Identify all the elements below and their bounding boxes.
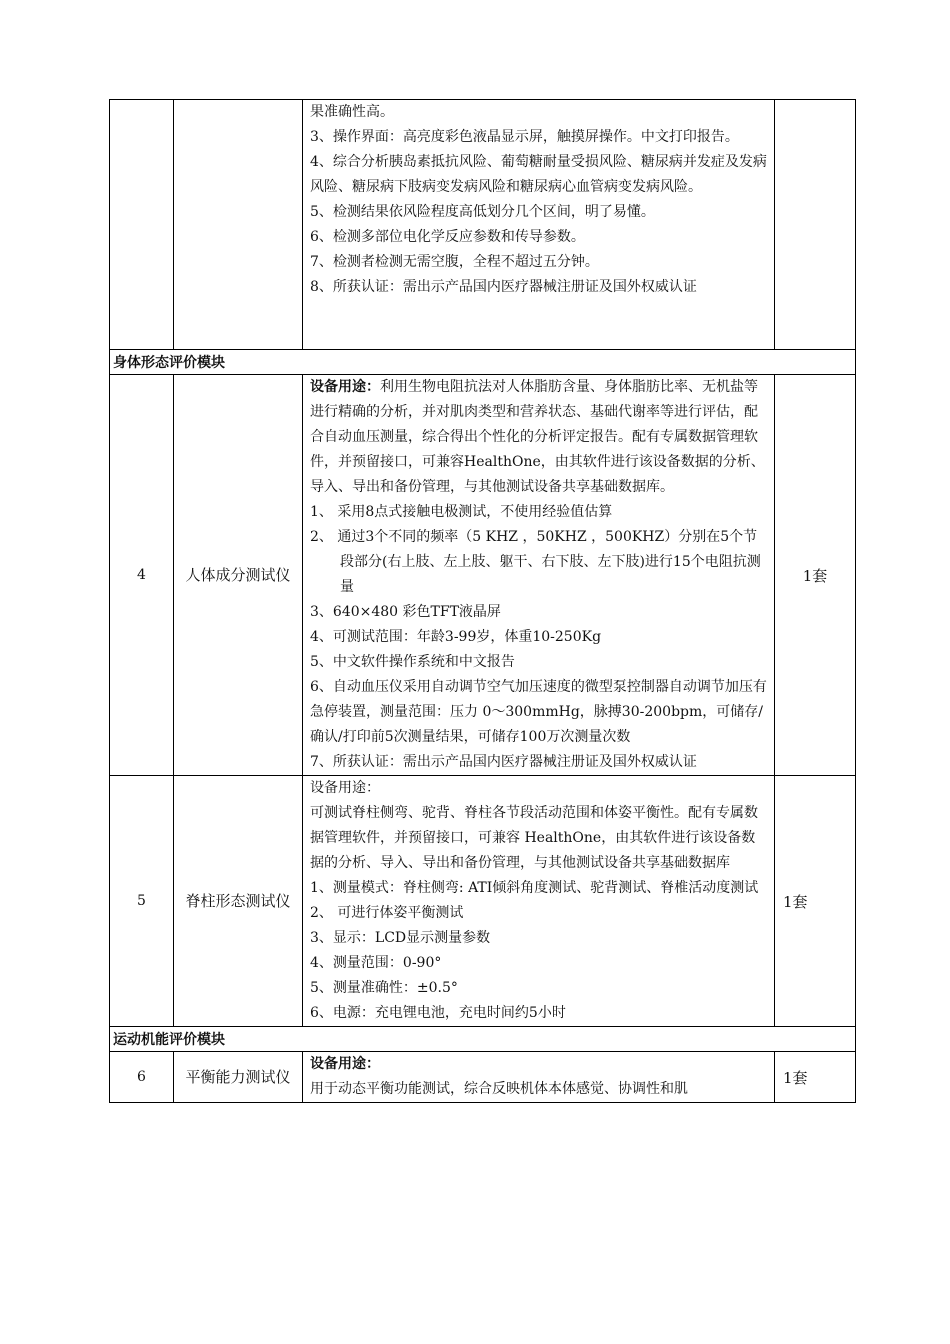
purpose-label: 设备用途： — [310, 1056, 380, 1072]
parameter-line: 5、测量准确性：±0.5° — [310, 980, 458, 996]
parameter-line: 1、测量模式：脊柱侧弯: ATI倾斜角度测试、驼背测试、脊椎活动度测试 — [310, 880, 759, 896]
parameter-line: 1、 采用8点式接触电极测试，不使用经验值估算 — [310, 504, 613, 520]
item-number: 6 — [110, 1052, 174, 1103]
parameter-line: 4、可测试范围：年龄3-99岁，体重10-250Kg — [310, 629, 602, 645]
parameter-line: 4、测量范围：0-90° — [310, 955, 442, 971]
parameter-line: 5、检测结果依风险程度高低划分几个区间，明了易懂。 — [310, 204, 655, 220]
parameter-cell — [303, 776, 775, 1027]
purpose-label: 设备用途： — [310, 379, 380, 395]
parameter-line: 3、操作界面：高亮度彩色液晶显示屏，触摸屏操作。中文打印报告。 — [310, 129, 739, 145]
parameter-line: 7、检测者检测无需空腹，全程不超过五分钟。 — [310, 254, 599, 270]
parameter-cell — [303, 375, 775, 776]
parameter-line: 2、 通过3个不同的频率（5 KHZ ，50KHZ ，500KHZ）分别在5个节段部分(右上肢、左上肢、躯干、右下肢、左下肢)进行15个电阻抗测量 — [310, 529, 761, 595]
parameter-line: 5、中文软件操作系统和中文报告 — [310, 654, 515, 670]
item-name: 人体成分测试仪 — [174, 375, 303, 776]
item-number: 4 — [110, 375, 174, 776]
parameter-line: 用于动态平衡功能测试，综合反映机体本体感觉、协调性和肌 — [310, 1081, 688, 1097]
name-cell — [174, 100, 303, 350]
parameter-cell — [303, 100, 775, 350]
table-row — [110, 776, 856, 1027]
parameter-line: 可测试脊柱侧弯、驼背、脊柱各节段活动范围和体姿平衡性。配有专属数据管理软件，并预留接口，可兼容 HealthOne，由其软件进行该设备数据的分析、导入、导出和备份管理，与其他测试设备共享基础数据库 — [310, 805, 758, 871]
item-quantity: 1套 — [775, 375, 856, 776]
section-header-row — [110, 350, 856, 375]
item-name: 脊柱形态测试仪 — [174, 776, 303, 1027]
parameter-line: 设备用途： — [310, 780, 380, 796]
parameter-line: 3、640×480 彩色TFT液晶屏 — [310, 604, 501, 620]
section-header-row — [110, 1027, 856, 1052]
parameter-line: 7、所获认证：需出示产品国内医疗器械注册证及国外权威认证 — [310, 754, 697, 770]
item-quantity: 1套 — [775, 1052, 856, 1103]
parameter-line — [310, 375, 768, 500]
parameter-line: 6、检测多部位电化学反应参数和传导参数。 — [310, 229, 585, 245]
table-row — [110, 375, 856, 776]
table-row — [110, 100, 856, 350]
section-title: 身体形态评价模块 — [110, 350, 856, 375]
parameter-line: 果准确性高。 — [310, 104, 394, 120]
parameter-line: 8、所获认证：需出示产品国内医疗器械注册证及国外权威认证 — [310, 279, 697, 295]
parameter-line: 6、电源：充电锂电池，充电时间约5小时 — [310, 1005, 566, 1021]
parameter-line: 2、 可进行体姿平衡测试 — [310, 905, 464, 921]
parameter-line: 6、自动血压仪采用自动调节空气加压速度的微型泵控制器自动调节加压有急停装置，测量范围：压力 0～300mmHg，脉搏30-200bpm，可储存/确认/打印前5次测量结果，可储存100万次测量次数 — [310, 679, 767, 745]
parameter-cell — [303, 1052, 775, 1103]
parameter-line: 4、综合分析胰岛素抵抗风险、葡萄糖耐量受损风险、糖尿病并发症及发病风险、糖尿病下肢病变发病风险和糖尿病心血管病变发病风险。 — [310, 154, 767, 195]
item-quantity: 1套 — [775, 776, 856, 1027]
section-title: 运动机能评价模块 — [110, 1027, 856, 1052]
parameter-line: 3、显示：LCD显示测量参数 — [310, 930, 491, 946]
quantity-cell — [775, 100, 856, 350]
equipment-spec-table — [109, 99, 856, 1103]
number-cell — [110, 100, 174, 350]
table-row — [110, 1052, 856, 1103]
item-name: 平衡能力测试仪 — [174, 1052, 303, 1103]
purpose-text: 利用生物电阻抗法对人体脂肪含量、身体脂肪比率、无机盐等进行精确的分析，并对肌肉类型和营养状态、基础代谢率等进行评估，配合自动血压测量，综合得出个性化的分析评定报告。配有专属数据管理软件，并预留接口，可兼容HealthOne，由其软件进行该设备数据的分析、导入、导出和备份管理，与其他测试设备共享基础数据库。 — [310, 379, 765, 495]
item-number: 5 — [110, 776, 174, 1027]
